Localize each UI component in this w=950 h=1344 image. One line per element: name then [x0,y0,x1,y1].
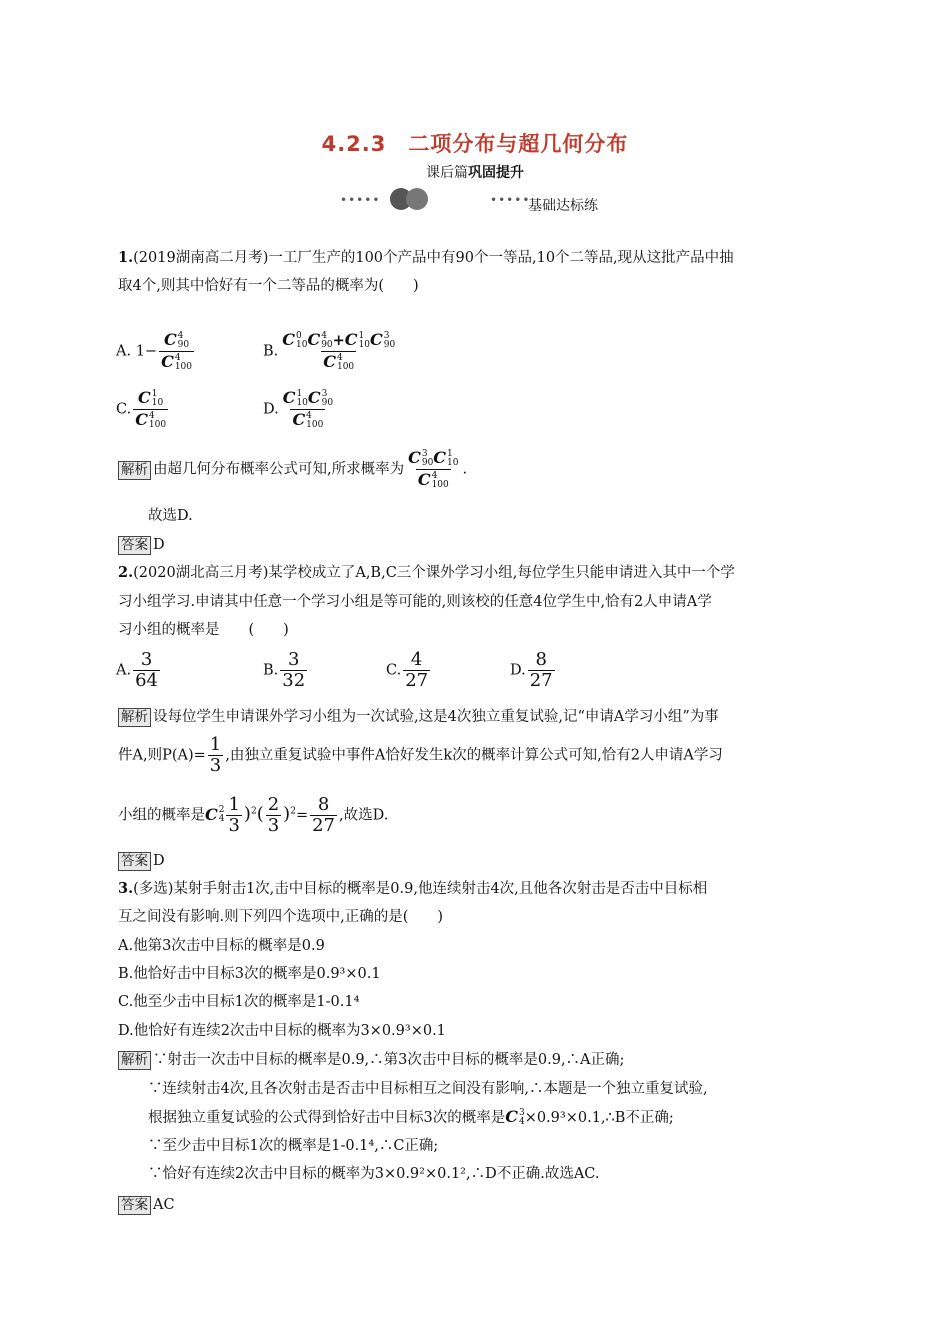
q2-analysis-text-2b: ,由独立重复试验中事件A恰好发生k次的概率计算公式可知,恰有2人申请A学习 [225,747,723,764]
q2-answer-value: D [153,853,165,869]
q3-analysis-1 [118,1050,624,1070]
analysis-tag: 解析 [118,1051,151,1070]
q1-analysis-text: 由超几何分布概率公式可知,所求概率为 [153,461,405,478]
q1-option-c-label: C. [116,401,132,418]
q3-line1 [118,879,707,899]
q3-option-c: C.他至少击中目标1次的概率是1-0.1⁴ [118,994,360,1010]
q1-option-d [263,388,337,431]
q1-line1 [118,248,734,268]
q2-a-num: 3 [140,649,153,670]
q1-option-c [116,388,170,431]
q2-option-a-label: A. [116,662,132,679]
q2-option-d [510,650,557,691]
page-subtitle [0,162,950,182]
answer-tag: 答案 [118,852,151,871]
q2-option-b-label: B. [263,662,279,679]
q2-c-den: 27 [405,670,429,691]
q1-line2: 取4个,则其中恰好有一个二等品的概率为( ) [118,278,419,294]
q2-b-den: 32 [282,670,306,691]
q2-a-den: 64 [135,670,158,691]
q3-analysis-4: ∵至少击中目标1次的概率是1-0.1⁴,∴C正确; [148,1138,439,1154]
q2-option-c [386,650,432,691]
q2-analysis-text-1: 设每位学生申请课外学习小组为一次试验,这是4次独立重复试验,记“申请A学习小组”为事 [153,709,719,725]
q1-option-c-fraction: C 1 10 C 4 100 [135,388,167,430]
q1-conclusion: 故选D. [148,508,193,524]
q2-option-c-label: C. [386,662,402,679]
q2-line1 [118,563,735,583]
band-label: 基础达标练 [528,198,598,214]
q1-option-a-label: A. 1− [116,343,158,360]
q2-option-a [116,650,162,691]
q2-option-d-fraction [528,650,555,691]
q3-analysis-3: 根据独立重复试验的公式得到恰好击中目标3次的概率是C 3 4 ×0.9³×0.1,∴B不正确; [148,1107,674,1127]
q3-analysis-text-3b: ×0.9³×0.1,∴B不正确; [524,1110,674,1126]
q3-stem-1: (多选)某射手射击1次,击中目标的概率是0.9,他连续射击4次,且他各次射击是否击中目标相 [133,881,708,897]
q2-analysis-1 [118,707,719,727]
q3-answer [118,1195,175,1215]
q2-analysis-text-3a: 小组的概率是 [118,807,205,824]
band-dots-left: ••••• [340,193,381,207]
q2-d-num: 8 [535,649,547,670]
q2-line2: 习小组学习.申请其中任意一个学习小组是等可能的,则该校的任意4位学生中,恰有2人申请A学 [118,594,712,610]
q2-two-thirds-fraction: $\frac{2}{3}$ [267,794,280,836]
q2-option-a-fraction [133,650,160,691]
q2-d-den: 27 [529,670,553,691]
q2-stem-1: (2020湖北高三月考)某学校成立了A,B,C三个课外学习小组,每位学生只能申请进入其中一个学 [133,565,735,581]
q2-answer [118,851,165,871]
subtitle-bold: 巩固提升 [468,165,524,181]
q3-analysis-5: ∵恰好有连续2次击中目标的概率为3×0.9²×0.1²,∴D不正确.故选AC. [148,1166,600,1182]
analysis-tag: 解析 [118,461,151,480]
q1-answer [118,535,165,555]
q1-option-b-fraction: C 0 10 C 4 90 +C 1 10 C 3 90 C 4 100 [282,330,396,372]
q2-analysis-text-3c: ,故选D. [339,807,389,824]
q3-option-a: A.他第3次击中目标的概率是0.9 [118,938,325,954]
q2-line3: 习小组的概率是 ( ) [118,622,289,638]
q1-option-d-label: D. [263,401,279,418]
band-dots-right: ••••• [490,193,531,207]
subtitle-prefix: 课后篇 [426,165,468,181]
answer-tag: 答案 [118,1196,151,1215]
q2-option-b [263,650,309,691]
q1-option-b [263,330,399,373]
band-circle-icon-2 [406,188,428,210]
analysis-tag: 解析 [118,708,151,727]
q1-analysis-end: . [462,461,468,478]
answer-tag: 答案 [118,536,151,555]
q3-analysis-text-3a: 根据独立重复试验的公式得到恰好击中目标3次的概率是 [148,1110,506,1126]
q1-number: 1. [118,249,134,266]
q2-option-d-label: D. [510,662,526,679]
q3-answer-value: AC [153,1197,175,1213]
q2-third-fraction: $\frac{1}{3}$ [228,794,240,836]
q1-analysis-fraction: C 3 90 C 1 10 C 4 100 [408,448,459,490]
q2-analysis-3: 小组的概率是C 2 4 $\frac{1}{3}$ )$^2$( $\frac{2}{3}$ )$^2$= $\frac{8}{27}$ ,故选D. [118,794,389,836]
q1-option-a [116,330,196,373]
q1-option-a-fraction: C 4 90 C 4 100 [161,330,192,372]
q3-line2: 互之间没有影响.则下列四个选项中,正确的是( ) [118,909,444,925]
q2-c-num: 4 [410,649,423,670]
q1-analysis [118,448,467,491]
q2-pa-fraction: $\frac{1}{3}$ [209,734,222,776]
q3-analysis-2: ∵连续射击4次,且各次射击是否击中目标相互之间没有影响,∴本题是一个独立重复试验, [148,1081,708,1097]
section-band [340,185,640,215]
q3-number: 3. [118,880,134,897]
q3-option-b: B.他恰好击中目标3次的概率是0.9³×0.1 [118,966,381,982]
q2-analysis-eq: = [295,807,309,824]
q2-analysis-2 [118,735,723,776]
q2-number: 2. [118,564,134,581]
q3-option-d: D.他恰好有连续2次击中目标的概率为3×0.9³×0.1 [118,1023,446,1039]
q2-analysis-text-2a: 件A,则P(A)= [118,747,206,764]
q1-answer-value: D [153,537,165,553]
q2-option-b-fraction [280,650,307,691]
q3-analysis-text-1: ∵射击一次击中目标的概率是0.9,∴第3次击中目标的概率是0.9,∴A正确; [153,1052,625,1068]
page-title: 4.2.3 二项分布与超几何分布 [321,132,629,156]
q1-option-b-label: B. [263,343,279,360]
q1-option-d-fraction: C 1 10 C 3 90 C 4 100 [282,388,334,430]
q2-b-num: 3 [287,649,300,670]
q1-stem-1: (2019湖南高二月考)一工厂生产的100个产品中有90个一等品,10个二等品,现从这批产品中抽 [133,250,734,266]
q2-option-c-fraction [403,650,430,691]
q2-result-fraction: $\frac{8}{27}$ [312,794,335,836]
